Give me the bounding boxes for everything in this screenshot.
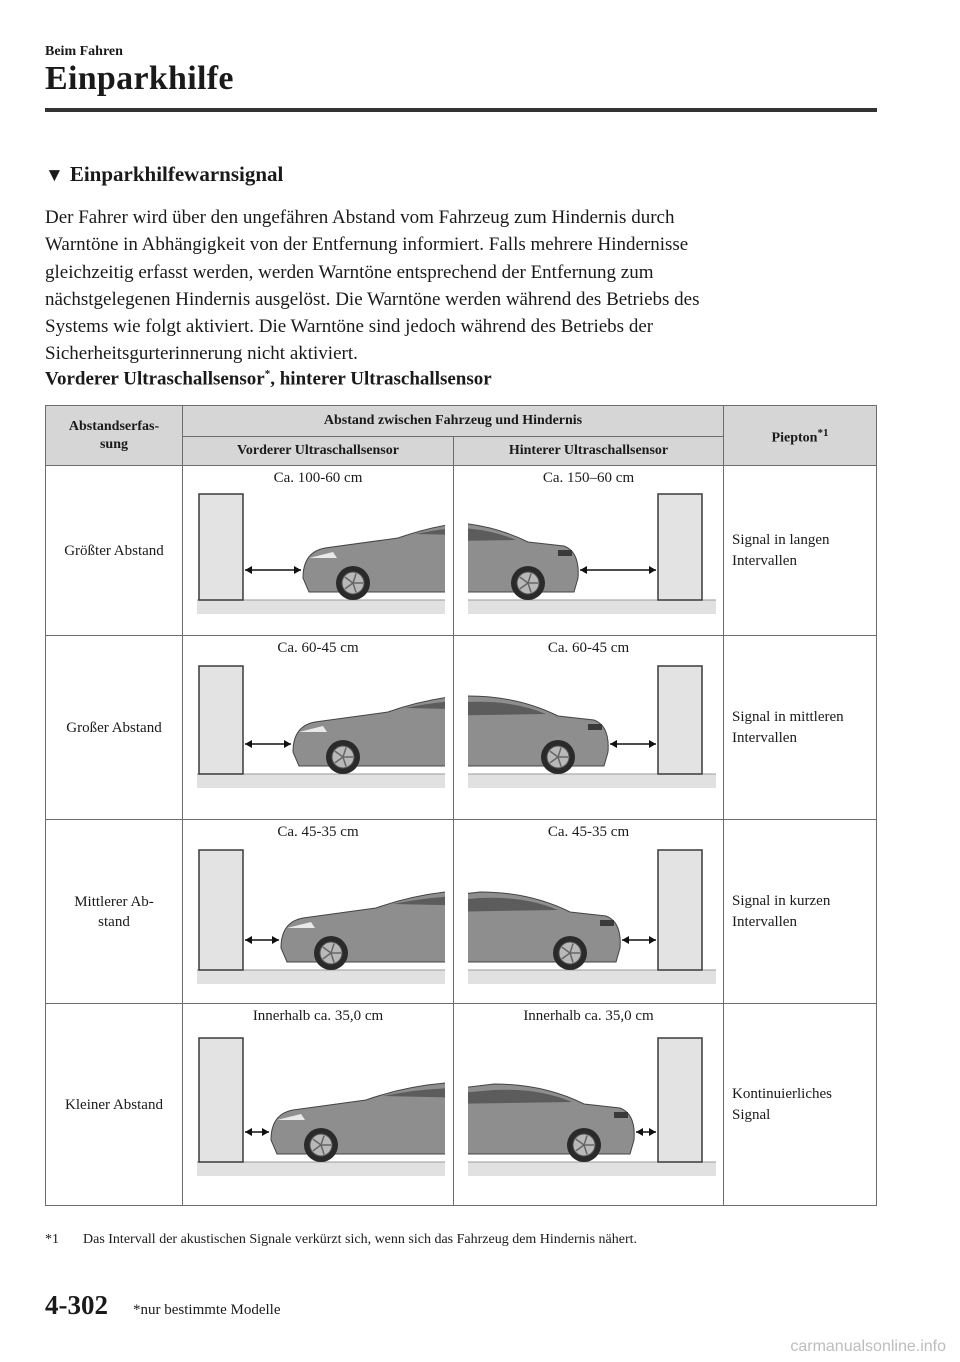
header-detection-line2: sung bbox=[99, 436, 129, 452]
car-illustration bbox=[468, 1084, 634, 1162]
front-sensor-illustration bbox=[197, 490, 445, 626]
header-detection-line1: Abstandserfas- bbox=[68, 418, 160, 434]
row-label-line1: Mittlerer Ab- bbox=[74, 893, 154, 910]
footnote-mark: *1 bbox=[45, 1232, 59, 1247]
page-title: Einparkhilfe bbox=[45, 60, 234, 97]
table-row bbox=[46, 466, 877, 636]
obstacle-wall bbox=[658, 1038, 702, 1162]
arrowhead-left bbox=[622, 936, 629, 944]
obstacle-wall bbox=[658, 850, 702, 970]
obstacle-wall bbox=[199, 850, 243, 970]
body-line: nächstgelegenen Hindernis ausgelöst. Die Warntöne werden während des Betriebs des bbox=[45, 288, 700, 310]
front-figure-cell bbox=[183, 636, 454, 820]
body-line: Der Fahrer wird über den ungefähren Abstand vom Fahrzeug zum Hindernis durch bbox=[45, 207, 675, 228]
car-window bbox=[468, 1090, 572, 1104]
arrowhead-right bbox=[649, 936, 656, 944]
arrowhead-left bbox=[636, 1128, 643, 1136]
table-heading bbox=[45, 368, 492, 390]
row-label-line1: Großer Abstand bbox=[66, 719, 162, 736]
row-label bbox=[46, 466, 183, 636]
signal-line2: Intervallen bbox=[732, 552, 797, 569]
rear-sensor-illustration bbox=[468, 1028, 716, 1188]
front-figure-cell bbox=[183, 1004, 454, 1206]
obstacle-wall bbox=[658, 666, 702, 774]
rear-distance-caption: Ca. 150–60 cm bbox=[542, 470, 635, 486]
car-illustration bbox=[293, 694, 445, 774]
table-row bbox=[46, 636, 877, 820]
footnote-text: Das Intervall der akustischen Signale verkürzt sich, wenn sich das Fahrzeug dem Hindernis nähert. bbox=[83, 1232, 637, 1247]
row-label-line1: Kleiner Abstand bbox=[65, 1096, 163, 1113]
signal-line1: Signal in mittleren bbox=[732, 708, 844, 725]
rear-figure-cell bbox=[454, 1004, 724, 1206]
front-sensor-illustration bbox=[197, 660, 445, 800]
subsection-title: Einparkhilfewarnsignal bbox=[69, 162, 284, 186]
header-beep-label: Piepton bbox=[771, 430, 818, 446]
rear-distance-caption: Ca. 60-45 cm bbox=[547, 640, 630, 656]
models-note: *nur bestimmte Modelle bbox=[133, 1302, 281, 1318]
taillight bbox=[558, 550, 572, 556]
arrowhead-right bbox=[649, 740, 656, 748]
rear-sensor-illustration bbox=[468, 844, 716, 996]
header-front-sensor: Vorderer Ultraschallsensor bbox=[183, 437, 454, 466]
ground bbox=[468, 1162, 716, 1176]
taillight bbox=[600, 920, 614, 926]
signal-line2: Intervallen bbox=[732, 913, 797, 930]
arrowhead-right bbox=[649, 566, 656, 574]
signal-cell bbox=[724, 1004, 877, 1206]
rear-sensor-illustration bbox=[468, 490, 716, 626]
header-beep bbox=[724, 406, 877, 466]
arrowhead-right bbox=[294, 566, 301, 574]
car-illustration bbox=[281, 890, 445, 970]
car-illustration bbox=[468, 522, 578, 600]
arrowhead-right bbox=[272, 936, 279, 944]
front-sensor-illustration bbox=[197, 844, 445, 996]
row-label bbox=[46, 1004, 183, 1206]
obstacle-wall bbox=[199, 666, 243, 774]
rear-sensor-illustration bbox=[468, 660, 716, 800]
front-distance-caption: Innerhalb ca. 35,0 cm bbox=[252, 1008, 384, 1024]
front-sensor-illustration bbox=[197, 1028, 445, 1188]
signal-line1: Signal in kurzen bbox=[732, 892, 831, 909]
body-line: Sicherheitsgurterinnerung nicht aktiviert. bbox=[45, 343, 358, 365]
signal-cell bbox=[724, 636, 877, 820]
row-label bbox=[46, 636, 183, 820]
table-heading-text-rest: , hinterer Ultraschallsensor bbox=[270, 368, 492, 390]
signal-line2: Signal bbox=[732, 1106, 771, 1123]
ground bbox=[197, 600, 445, 614]
row-label bbox=[46, 820, 183, 1004]
arrowhead-left bbox=[245, 1128, 252, 1136]
signal-line1: Signal in langen bbox=[732, 531, 830, 548]
arrowhead-right bbox=[262, 1128, 269, 1136]
table-row bbox=[46, 1004, 877, 1206]
warning-signal-table bbox=[45, 405, 877, 1206]
taillight bbox=[614, 1112, 628, 1118]
table-row bbox=[46, 820, 877, 1004]
arrowhead-left bbox=[610, 740, 617, 748]
signal-cell bbox=[724, 466, 877, 636]
subsection-heading bbox=[45, 162, 283, 187]
obstacle-wall bbox=[199, 1038, 243, 1162]
arrowhead-right bbox=[284, 740, 291, 748]
front-distance-caption: Ca. 100-60 cm bbox=[273, 470, 363, 486]
header-distance-group: Abstand zwischen Fahrzeug und Hindernis bbox=[183, 406, 724, 437]
front-figure-cell bbox=[183, 820, 454, 1004]
table-heading-text: Vorderer Ultraschallsensor bbox=[45, 368, 265, 390]
front-figure-cell bbox=[183, 466, 454, 636]
row-label-line1: Größter Abstand bbox=[64, 542, 164, 559]
taillight bbox=[588, 724, 602, 730]
rear-distance-caption: Innerhalb ca. 35,0 cm bbox=[523, 1008, 654, 1024]
obstacle-wall bbox=[199, 494, 243, 600]
ground bbox=[468, 774, 716, 788]
body-line: Systems wie folgt aktiviert. Die Warntöne sind jedoch während des Betriebs der bbox=[45, 316, 654, 338]
header-detection bbox=[46, 406, 183, 466]
ground bbox=[197, 774, 445, 788]
signal-line2: Intervallen bbox=[732, 729, 797, 746]
arrowhead-left bbox=[245, 936, 252, 944]
body-line: Warntöne in Abhängigkeit von der Entfernung informiert. Falls mehrere Hindernisse bbox=[45, 234, 689, 256]
signal-line1: Kontinuierliches bbox=[732, 1085, 832, 1102]
arrowhead-left bbox=[245, 740, 252, 748]
front-distance-caption: Ca. 60-45 cm bbox=[277, 640, 359, 656]
car-illustration bbox=[468, 892, 620, 970]
ground bbox=[468, 970, 716, 984]
body-line: gleichzeitig erfasst werden, werden Warntöne entsprechend der Entfernung zum bbox=[45, 261, 654, 283]
arrowhead-left bbox=[245, 566, 252, 574]
arrowhead-left bbox=[580, 566, 587, 574]
title-rule bbox=[45, 108, 877, 112]
body-paragraph bbox=[45, 204, 875, 368]
header-rear-sensor: Hinterer Ultraschallsensor bbox=[454, 437, 724, 466]
car-illustration bbox=[271, 1082, 445, 1162]
asterisk-mark: * bbox=[264, 368, 271, 380]
ground bbox=[197, 970, 445, 984]
obstacle-wall bbox=[658, 494, 702, 600]
page-number: 4-302 bbox=[45, 1290, 108, 1320]
rear-figure-cell bbox=[454, 466, 724, 636]
signal-cell bbox=[724, 820, 877, 1004]
row-label-line2: stand bbox=[98, 913, 130, 930]
rear-figure-cell bbox=[454, 636, 724, 820]
car-illustration bbox=[468, 696, 608, 774]
rear-distance-caption: Ca. 45-35 cm bbox=[547, 824, 630, 840]
triangle-down-icon: ▼ bbox=[45, 165, 64, 186]
front-distance-caption: Ca. 45-35 cm bbox=[277, 824, 359, 840]
arrowhead-right bbox=[649, 1128, 656, 1136]
car-illustration bbox=[303, 520, 445, 600]
rear-figure-cell bbox=[454, 820, 724, 1004]
ground bbox=[197, 1162, 445, 1176]
header-beep-footnote: *1 bbox=[817, 426, 829, 439]
section-label: Beim Fahren bbox=[45, 44, 123, 59]
watermark: carmanualsonline.info bbox=[790, 1338, 946, 1355]
ground bbox=[468, 600, 716, 614]
footnote bbox=[45, 1232, 637, 1248]
